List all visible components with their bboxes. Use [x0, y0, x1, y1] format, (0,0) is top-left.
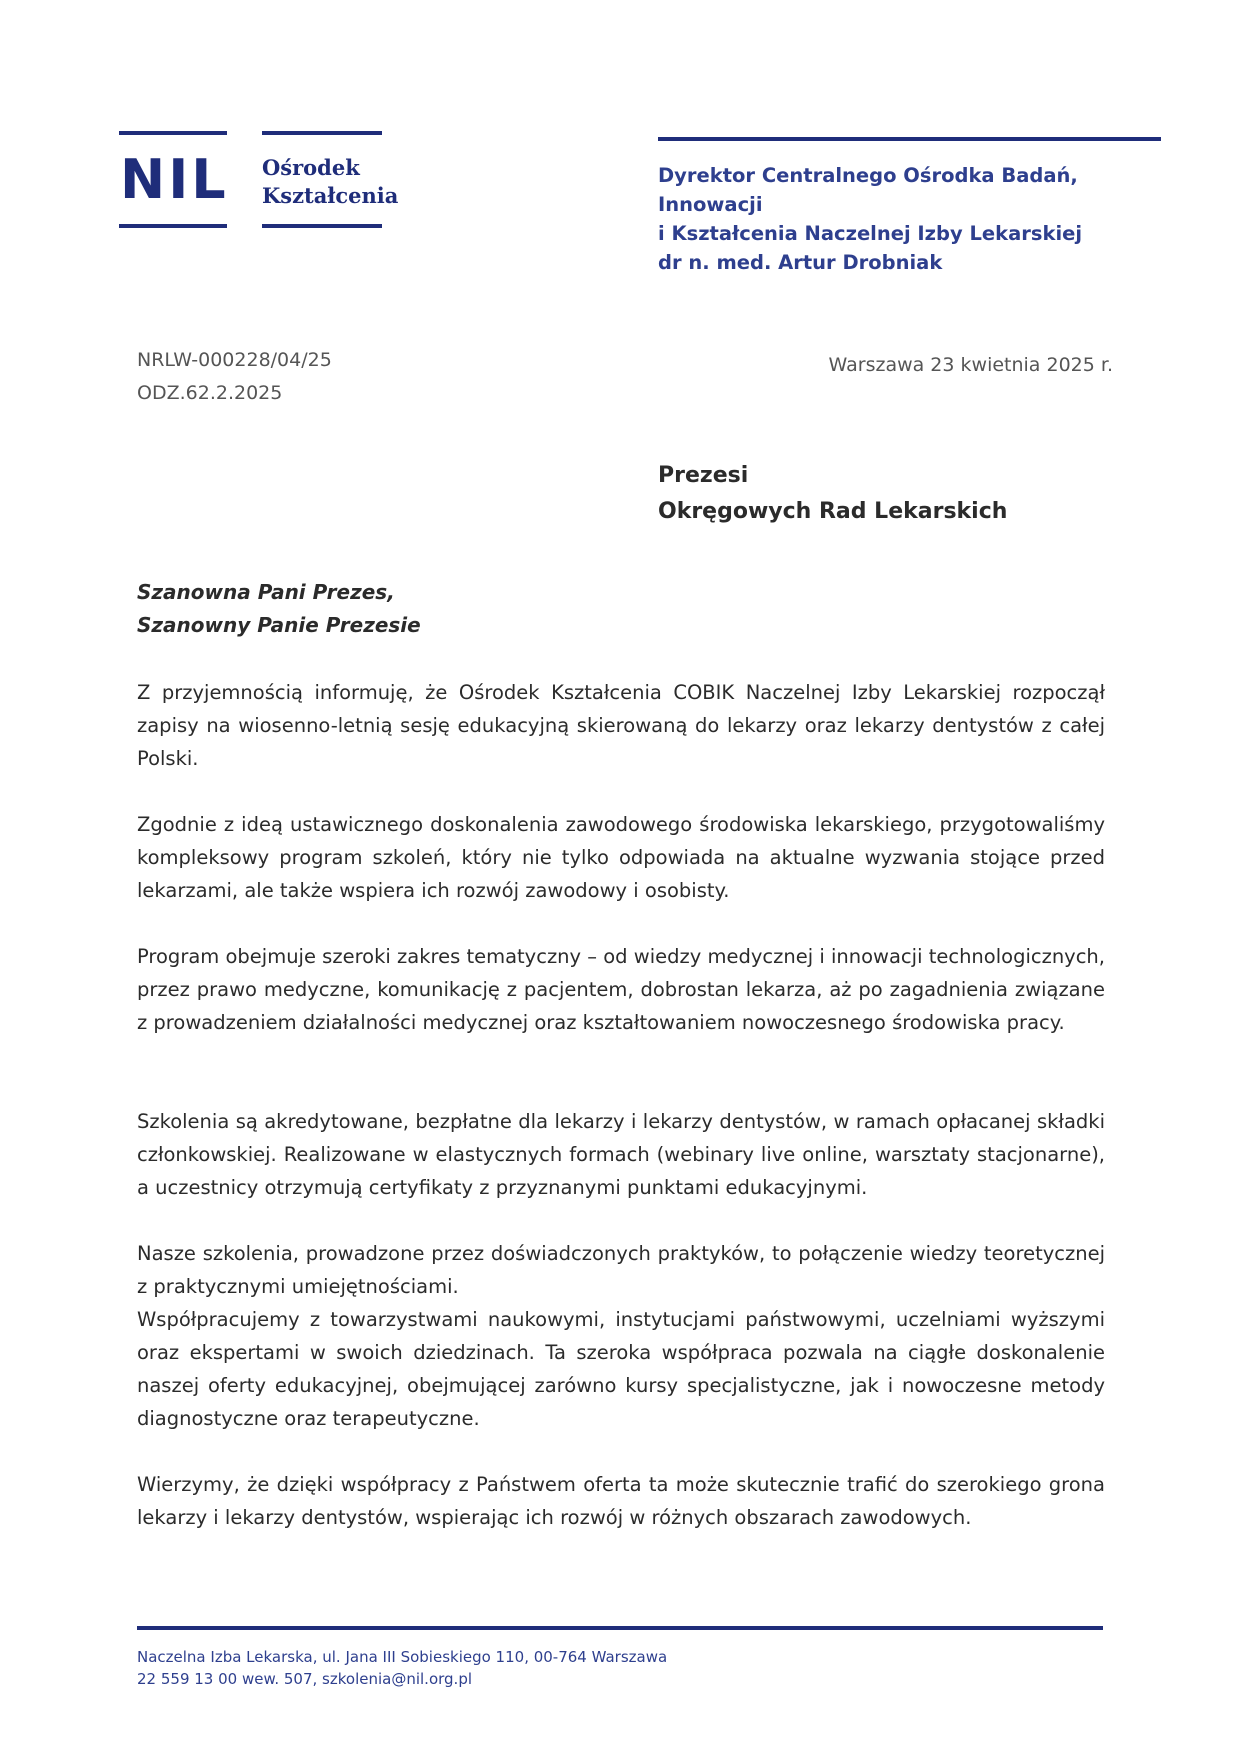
sender-line2: i Kształcenia Naczelnej Izby Lekarskiej: [658, 222, 1083, 245]
body-paragraph-2: [137, 808, 1105, 907]
paragraph-text: Wierzymy, że dzięki współpracy z Państwem oferta ta może skutecznie trafić do szerokiego grona lekarzy i lekarzy dentystów, wspierając ich rozwój w różnych obszarach zawodowych.: [137, 1473, 1105, 1529]
logo-mark: NIL: [120, 148, 229, 211]
body-paragraph-4: [137, 1105, 1105, 1204]
letter-date: Warszawa 23 kwietnia 2025 r.: [828, 354, 1113, 376]
footer: [137, 1646, 667, 1690]
footer-rule: [137, 1626, 1103, 1630]
salutation: [137, 576, 421, 642]
reference-block: [137, 344, 332, 410]
addressee-line1: Prezesi: [658, 463, 749, 488]
paragraph-text: Z przyjemnością informuję, że Ośrodek Kształcenia COBIK Naczelnej Izby Lekarskiej rozpoczął zapisy na wiosenno-letnią sesję edukacyjną skierowaną do lekarzy oraz lekarzy dentystów z całej Polski.: [137, 681, 1105, 770]
logo-subtitle: [262, 154, 398, 210]
body-paragraph-5: [137, 1237, 1105, 1435]
logo-bottom-rule: [119, 224, 227, 228]
sender-line3: dr n. med. Artur Drobniak: [658, 251, 943, 274]
paragraph-text: Nasze szkolenia, prowadzone przez doświadczonych praktyków, to połączenie wiedzy teoretycznej z praktycznymi umiejętnościami.: [137, 1242, 1105, 1298]
case-number: ODZ.62.2.2025: [137, 382, 283, 404]
header-rule: [658, 137, 1161, 141]
logo-bottom-rule-right: [262, 224, 382, 228]
paragraph-text: Program obejmuje szeroki zakres tematyczny – od wiedzy medycznej i innowacji technologicznych, przez prawo medyczne, komunikację z pacjentem, dobrostan lekarza, aż po zagadnienia związane z prowadzeniem działalności medycznej oraz kształtowaniem nowoczesnego środowiska pracy.: [137, 945, 1105, 1034]
body-paragraph-1: [137, 676, 1105, 775]
paragraph-text: Zgodnie z ideą ustawicznego doskonalenia zawodowego środowiska lekarskiego, przygotowaliśmy kompleksowy program szkoleń, który nie tylko odpowiada na aktualne wyzwania stojące przed lekarzami, ale także wspiera ich rozwój zawodowy i osobisty.: [137, 813, 1105, 902]
logo-subtitle-line2: Kształcenia: [262, 183, 399, 208]
sender-block: [658, 161, 1178, 277]
logo-subtitle-line1: Ośrodek: [262, 155, 360, 180]
reference-number: NRLW-000228/04/25: [137, 349, 332, 371]
salutation-line2: Szanowny Panie Prezesie: [137, 613, 421, 637]
sender-line1: Dyrektor Centralnego Ośrodka Badań, Innowacji: [658, 164, 1078, 216]
addressee-line2: Okręgowych Rad Lekarskich: [658, 499, 1008, 524]
paragraph-text: Szkolenia są akredytowane, bezpłatne dla lekarzy i lekarzy dentystów, w ramach opłacanej składki członkowskiej. Realizowane w elastycznych formach (webinary live online, warsztaty stacjonarne), a uczestnicy otrzymują certyfikaty z przyznanymi punktami edukacyjnymi.: [137, 1110, 1105, 1199]
paragraph-text: Współpracujemy z towarzystwami naukowymi, instytucjami państwowymi, uczelniami wyższymi oraz ekspertami w swoich dziedzinach. Ta szeroka współpraca pozwala na ciągłe doskonalenie naszej oferty edukacyjnej, obejmującej zarówno kursy specjalistyczne, jak i nowoczesne metody diagnostyczne oraz terapeutyczne.: [137, 1308, 1105, 1430]
body-paragraph-3: [137, 940, 1105, 1039]
salutation-line1: Szanowna Pani Prezes,: [137, 580, 395, 604]
logo-top-rule: [119, 131, 227, 135]
logo-top-rule-right: [262, 131, 382, 135]
addressee-block: [658, 458, 1007, 530]
footer-address: Naczelna Izba Lekarska, ul. Jana III Sobieskiego 110, 00-764 Warszawa: [137, 1648, 668, 1666]
footer-contact: 22 559 13 00 wew. 507, szkolenia@nil.org.pl: [137, 1670, 473, 1688]
body-paragraph-6: [137, 1468, 1105, 1534]
